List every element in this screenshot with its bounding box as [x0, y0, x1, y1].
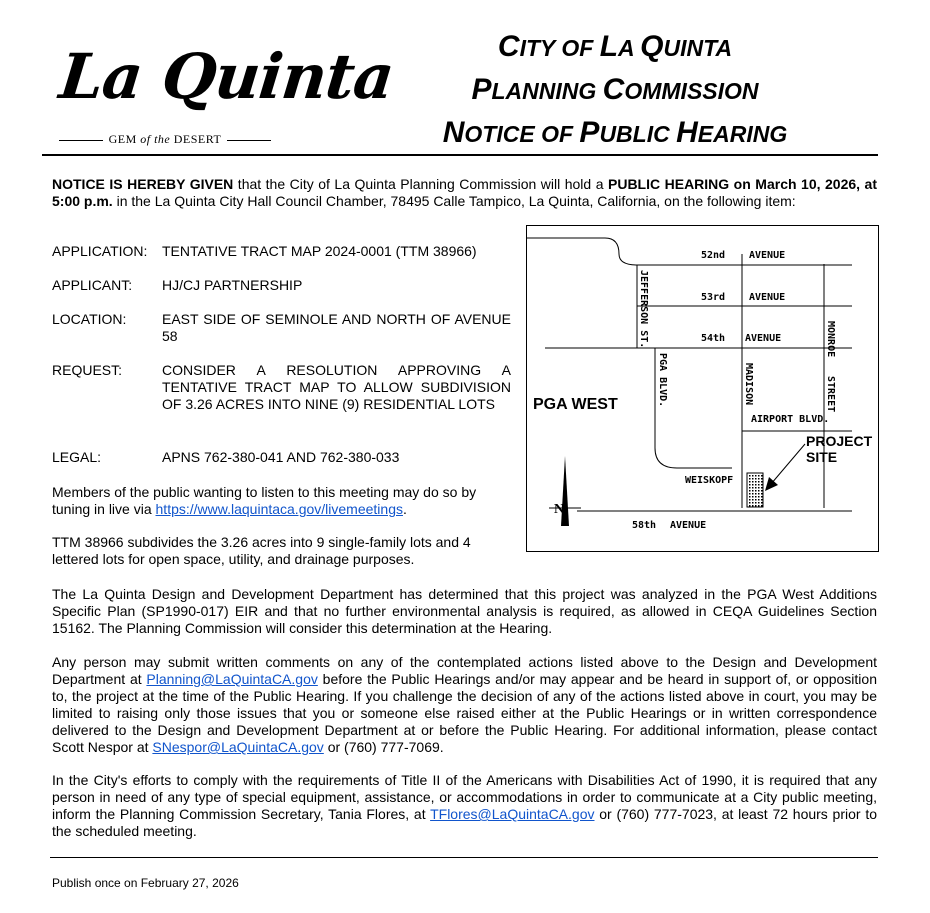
map-label-52nd: 52nd: [701, 250, 726, 261]
map-label-project: PROJECT: [806, 433, 873, 449]
map-label-monroe: MONROE: [825, 321, 836, 358]
heading-line-commission: PLANNING COMMISSION: [471, 73, 759, 106]
intro-paragraph: NOTICE IS HEREBY GIVEN that the City of La Quinta Planning Commission will hold a PUBLIC HEARING on March 10, 2026, at 5:00 p.m. in the La Quinta City Hall Council Chamber, 78495 Calle Tampico, La Quinta, California, on the following item:: [52, 176, 877, 209]
heading-line-city: CITY OF LA QUINTA: [497, 30, 733, 63]
map-label-site: SITE: [806, 449, 838, 465]
tagline-of-the: of the: [140, 132, 171, 146]
members-paragraph: Members of the public wanting to listen to this meeting may do so by tuning in live via https://www.laquintaca.gov/livemeetings.: [52, 484, 477, 517]
city-logo: [50, 40, 397, 152]
field-label: APPLICANT:: [52, 277, 133, 293]
tagline-desert: DESERT: [173, 132, 222, 146]
nespor-email-link[interactable]: SNespor@LaQuintaCA.gov: [152, 739, 324, 755]
publish-note: Publish once on February 27, 2026: [52, 876, 239, 890]
planning-email-link[interactable]: Planning@LaQuintaCA.gov: [146, 671, 318, 687]
map-label-58th: 58th: [632, 520, 657, 531]
header-divider: [42, 154, 878, 156]
map-label-street: STREET: [825, 376, 836, 413]
map-label-airport: AIRPORT BLVD.: [751, 414, 830, 425]
vicinity-map: [526, 225, 879, 552]
design-paragraph: The La Quinta Design and Development Department has determined that this project was analyzed in the PGA West Additions Specific Plan (SP1990-017) EIR and that no further environmental analysis is required, as allowed in CEQA Guidelines Section 15162. The Planning Commission will consider this determination at the Hearing.: [52, 586, 877, 636]
logo-script-text: La Quinta: [56, 40, 397, 113]
comments-paragraph: Any person may submit written comments on any of the contemplated actions listed above to the Design and Development Department at Planning@LaQuintaCA.gov before the Public Hearings and/or may appear and be heard in support of, or opposition to, the project at the time of the Public Hearing. If you challenge the decision of any of the actions listed above in court, you may be limited to raising only those issues that you or someone else raised either at the Public Hearings or in written correspondence delivered to the Design and Development Department at or before the Public Hearing. For additional information, please contact Scott Nespor at SNespor@LaQuintaCA.gov or (760) 777-7069.: [52, 654, 877, 755]
field-label: REQUEST:: [52, 362, 123, 378]
ttm-paragraph: TTM 38966 subdivides the 3.26 acres into 9 single-family lots and 4 lettered lots for open space, utility, and drainage purposes.: [52, 534, 471, 567]
field-value: TENTATIVE TRACT MAP 2024-0001 (TTM 38966): [162, 243, 477, 259]
map-site-arrow-head: [765, 477, 778, 491]
field-value: APNS 762-380-041 AND 762-380-033: [162, 449, 400, 465]
field-value: EAST SIDE OF SEMINOLE AND NORTH OF AVENUE 58: [162, 311, 511, 344]
tagline-rule-right: [227, 140, 271, 141]
flores-email-link[interactable]: TFlores@LaQuintaCA.gov: [430, 806, 595, 822]
map-label-58-avenue: AVENUE: [670, 520, 707, 531]
tagline-gem: GEM: [108, 132, 137, 146]
map-label-53rd: 53rd: [701, 292, 726, 303]
map-north-label: N: [554, 502, 565, 517]
map-road-curve: [527, 238, 637, 265]
map-site-arrow-shaft: [771, 444, 805, 484]
map-label-pga-blvd: PGA BLVD.: [657, 353, 668, 408]
ada-paragraph: In the City's efforts to comply with the requirements of Title II of the Americans with Disabilities Act of 1990, it is required that any person in need of any type of special equipment, assistance, or accommodations in order to communicate at a City public meeting, inform the Planning Commission Secretary, Tania Flores, at TFlores@LaQuintaCA.gov or (760) 777-7023, at least 72 hours prior to the scheduled meeting.: [52, 772, 877, 839]
map-label-54th: 54th: [701, 333, 726, 344]
map-label-pga-west: PGA WEST: [533, 396, 618, 413]
map-label-madison: MADISON: [743, 363, 754, 406]
notice-heading: [375, 26, 855, 155]
map-label-53-avenue: AVENUE: [749, 292, 786, 303]
field-value: CONSIDER A RESOLUTION APPROVING A TENTATIVE TRACT MAP TO ALLOW SUBDIVISION OF 3.26 ACRES INTO NINE (9) RESIDENTIAL LOTS: [162, 362, 511, 412]
map-label-54-avenue: AVENUE: [745, 333, 782, 344]
map-label-52-avenue: AVENUE: [749, 250, 786, 261]
field-label: LEGAL:: [52, 449, 102, 465]
logo-tagline: [50, 132, 280, 147]
map-project-site: [747, 473, 763, 507]
field-label: APPLICATION:: [52, 243, 148, 259]
map-label-weiskopf: WEISKOPF: [685, 475, 734, 486]
map-label-jefferson: JEFFERSON ST.: [638, 270, 649, 349]
field-label: LOCATION:: [52, 311, 127, 327]
heading-line-notice: NOTICE OF PUBLIC HEARING: [442, 116, 788, 149]
live-meetings-link[interactable]: https://www.laquintaca.gov/livemeetings: [155, 501, 403, 517]
tagline-rule-left: [59, 140, 103, 141]
field-value: HJ/CJ PARTNERSHIP: [162, 277, 303, 293]
footer-divider: [50, 857, 878, 858]
